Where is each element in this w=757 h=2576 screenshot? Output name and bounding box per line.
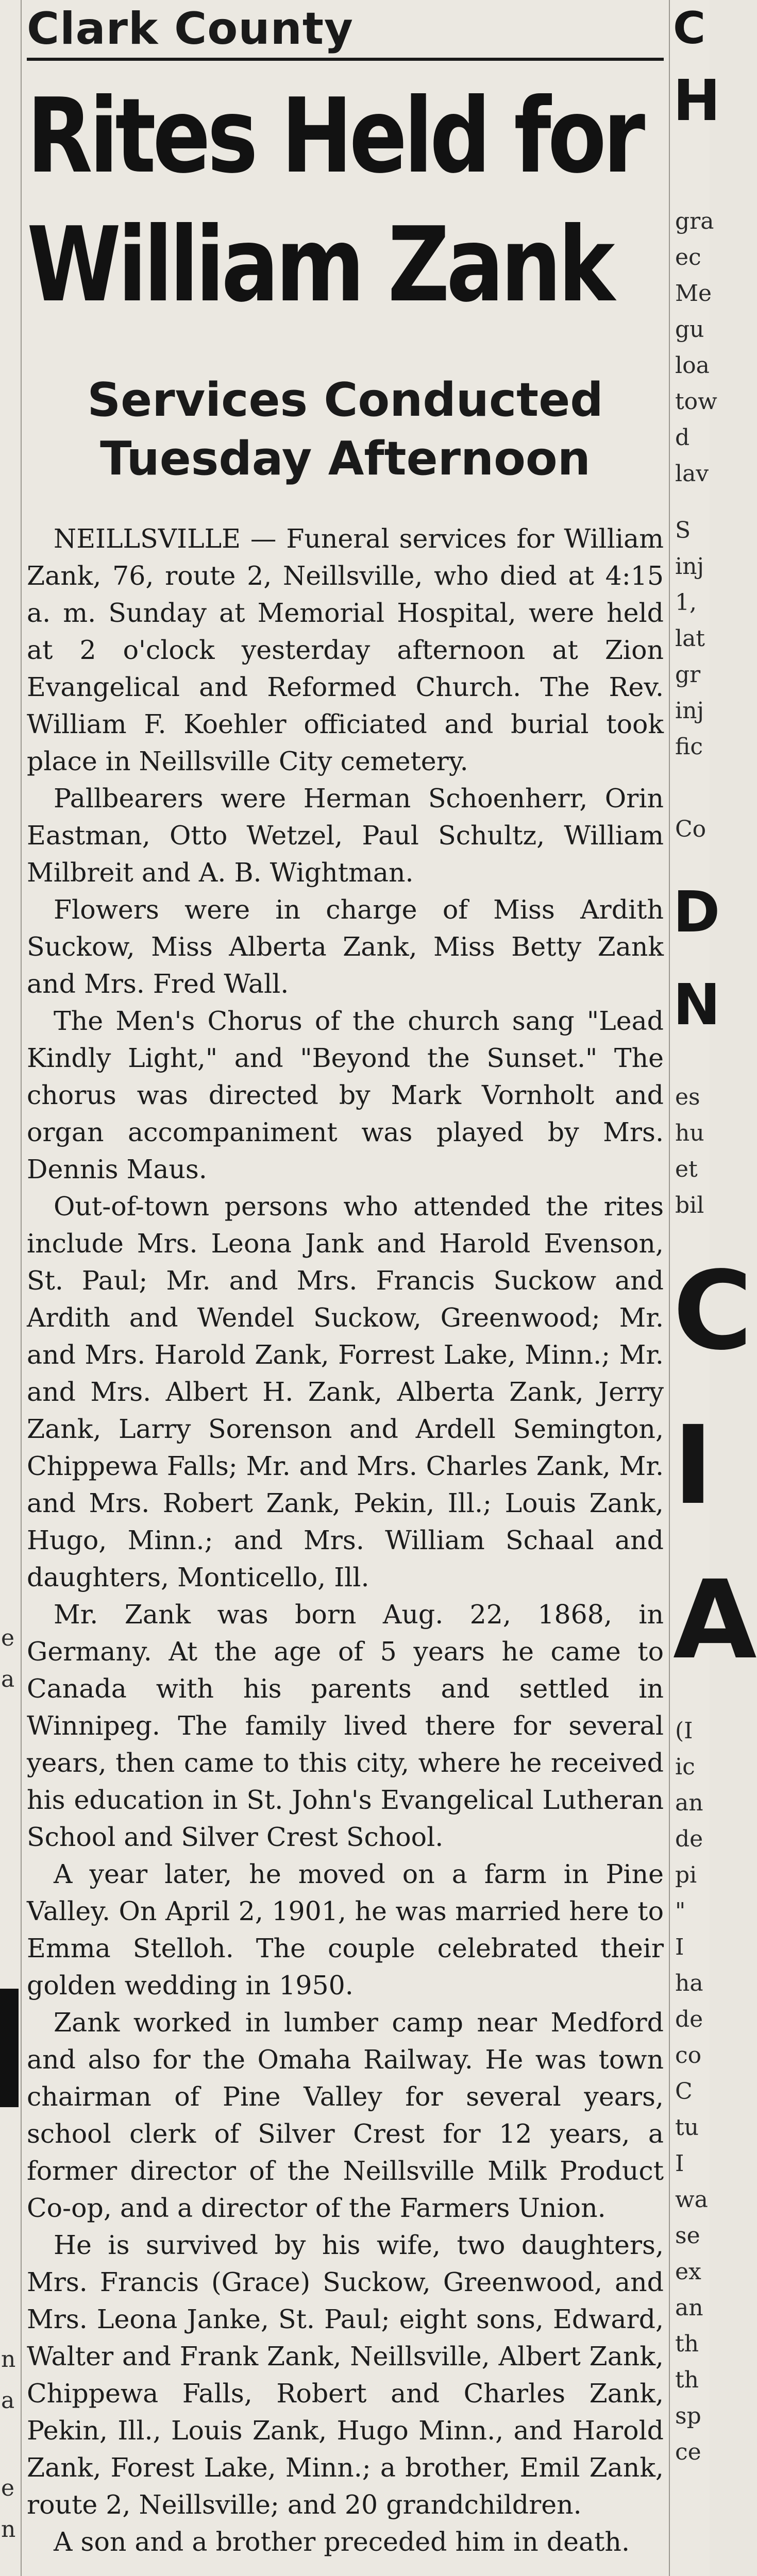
right-column-text: ic [675, 1754, 695, 1780]
paragraph-survivors: He is survived by his wife, two daughters, Mrs. Francis (Grace) Suckow, Greenwood, and Mrs. Leona Janke, St. Paul; eight sons, Edward, Walter and Frank Zank, Neillsville, Albert Zank, Chippewa Falls, Robert and Charles Zank, Pekin, Ill., Louis Zank, Hugo Minn., and Harold Zank, Forest Lake, Minn.; a brother, Emil Zank, route 2, Neillsville; and 20 grandchildren. [27, 2230, 664, 2520]
right-column-text: tu [675, 2114, 699, 2141]
paragraph-flowers: Flowers were in charge of Miss Ardith Suckow, Miss Alberta Zank, Miss Betty Zank and Mrs. Fred Wall. [27, 894, 664, 999]
right-column-text: gr [675, 662, 701, 688]
right-column-heading: H [673, 67, 721, 133]
right-column-heading: N [673, 972, 721, 1038]
left-column-text: n [1, 2346, 16, 2372]
paragraph-farm: A year later, he moved on a farm in Pine Valley. On April 2, 1901, he was married here to Emma Stelloh. The couple celebrated their golden wedding in 1950. [27, 1859, 664, 2001]
headline-line-2: William Zank [27, 205, 612, 325]
right-column-text: fic [675, 734, 703, 760]
right-column-text: hu [675, 1120, 704, 1146]
article-body [27, 520, 664, 2561]
right-column-text: an [675, 1790, 703, 1816]
paragraph-biography: Mr. Zank was born Aug. 22, 1868, in Germany. At the age of 5 years he came to Canada with his parents and settled in Winnipeg. The family lived there for several years, then came to this city, where he received his education in St. John's Evangelical Lutheran School and Silver Crest School. [27, 1599, 664, 1852]
right-column-heading: D [673, 879, 720, 945]
right-column-text: 1, [675, 589, 697, 616]
paragraph-pallbearers: Pallbearers were Herman Schoenherr, Orin Eastman, Otto Wetzel, Paul Schultz, William Milbreit and A. B. Wightman. [27, 783, 664, 888]
section-title: Clark County [27, 3, 354, 55]
section-header [27, 0, 664, 61]
subheadline-line-2: Tuesday Afternoon [100, 432, 591, 486]
right-column-fragment [669, 0, 757, 2576]
headline-line-1: Rites Held for [27, 76, 642, 196]
right-column-text: Co [675, 816, 706, 842]
right-column-text: inj [675, 698, 704, 724]
right-column-heading: C [673, 3, 706, 54]
left-column-image-fragment [0, 1989, 19, 2107]
right-column-text: inj [675, 553, 704, 580]
right-column-text: I [675, 2150, 684, 2177]
right-column-text: de [675, 1826, 703, 1852]
right-column-text: loa [675, 352, 710, 379]
right-column-text: se [675, 2223, 700, 2249]
right-column-text: pi [675, 1862, 697, 1888]
right-column-heading: C [673, 1248, 753, 1374]
right-column-text: ha [675, 1970, 703, 1996]
right-column-text: th [675, 2367, 699, 2393]
right-column-text: gu [675, 316, 704, 343]
right-column-text: S [675, 517, 691, 544]
article-headline [27, 72, 642, 330]
right-column-text: lav [675, 461, 709, 487]
right-column-text: bil [675, 1192, 704, 1218]
right-column-text: lat [675, 625, 705, 652]
left-column-text: e [1, 2475, 15, 2501]
right-column-text: d [675, 425, 690, 451]
left-column-fragment [0, 0, 22, 2576]
right-column-text: ec [675, 244, 701, 270]
right-column-text: ex [675, 2259, 701, 2285]
right-column-text: de [675, 2006, 703, 2032]
right-column-text: I [675, 1934, 684, 1960]
paragraph-out-of-town: Out-of-town persons who attended the rites include Mrs. Leona Jank and Harold Evenson, St. Paul; Mr. and Mrs. Francis Suckow and Ardith and Wendel Suckow, Greenwood; Mr. and Mrs. Harold Zank, Forrest Lake, Minn.; Mr. and Mrs. Albert H. Zank, Alberta Zank, Jerry Zank, Larry Sorenson and Ardell Semington, Chippewa Falls; Mr. and Mrs. Charles Zank, Mr. and Mrs. Robert Zank, Pekin, Ill.; Louis Zank, Hugo, Minn.; and Mrs. William Schaal and daughters, Monticello, Ill. [27, 1191, 664, 1592]
paragraph-preceded: A son and a brother preceded him in death. [54, 2527, 630, 2557]
left-column-text: n [1, 2516, 16, 2543]
right-column-text: tow [675, 388, 717, 415]
right-column-heading: I [673, 1402, 714, 1529]
right-column-text: " [675, 1898, 686, 1924]
right-column-text: Me [675, 280, 712, 307]
subheadline-line-1: Services Conducted [87, 373, 603, 427]
right-column-text: C [675, 2078, 693, 2105]
right-column-text: th [675, 2331, 699, 2357]
paragraph-career: Zank worked in lumber camp near Medford and also for the Omaha Railway. He was town chairman of Pine Valley for several years, school clerk of Silver Crest for 12 years, a former director of the Neillsville Milk Product Co-op, and a director of the Farmers Union. [27, 2007, 664, 2223]
paragraph-dateline-intro: NEILLSVILLE — Funeral services for William Zank, 76, route 2, Neillsville, who died at 4:15 a. m. Sunday at Memorial Hospital, were held at 2 o'clock yesterday afternoon at Zion Evangelical and Reformed Church. The Rev. William F. Koehler officiated and burial took place in Neillsville City cemetery. [27, 523, 664, 776]
left-column-text: a [1, 2387, 15, 2414]
right-column-text: et [675, 1156, 698, 1182]
right-column-text: gra [675, 208, 714, 234]
left-column-text: a [1, 1666, 15, 1692]
right-column-text: an [675, 2295, 703, 2321]
paragraph-chorus: The Men's Chorus of the church sang "Lead Kindly Light," and "Beyond the Sunset." The chorus was directed by Mark Vornholt and organ accompaniment was played by Mrs. Dennis Maus. [27, 1006, 664, 1184]
right-column-heading: A [673, 1557, 757, 1683]
left-column-text: e [1, 1625, 15, 1651]
right-column-text: (I [675, 1718, 693, 1744]
right-column-text: wa [675, 2187, 708, 2213]
article-subheadline [27, 371, 664, 488]
right-column-text: sp [675, 2403, 701, 2429]
obituary-article [27, 0, 664, 2576]
right-column-text: ce [675, 2439, 701, 2465]
right-column-text: es [675, 1084, 700, 1110]
right-column-text: co [675, 2042, 702, 2069]
